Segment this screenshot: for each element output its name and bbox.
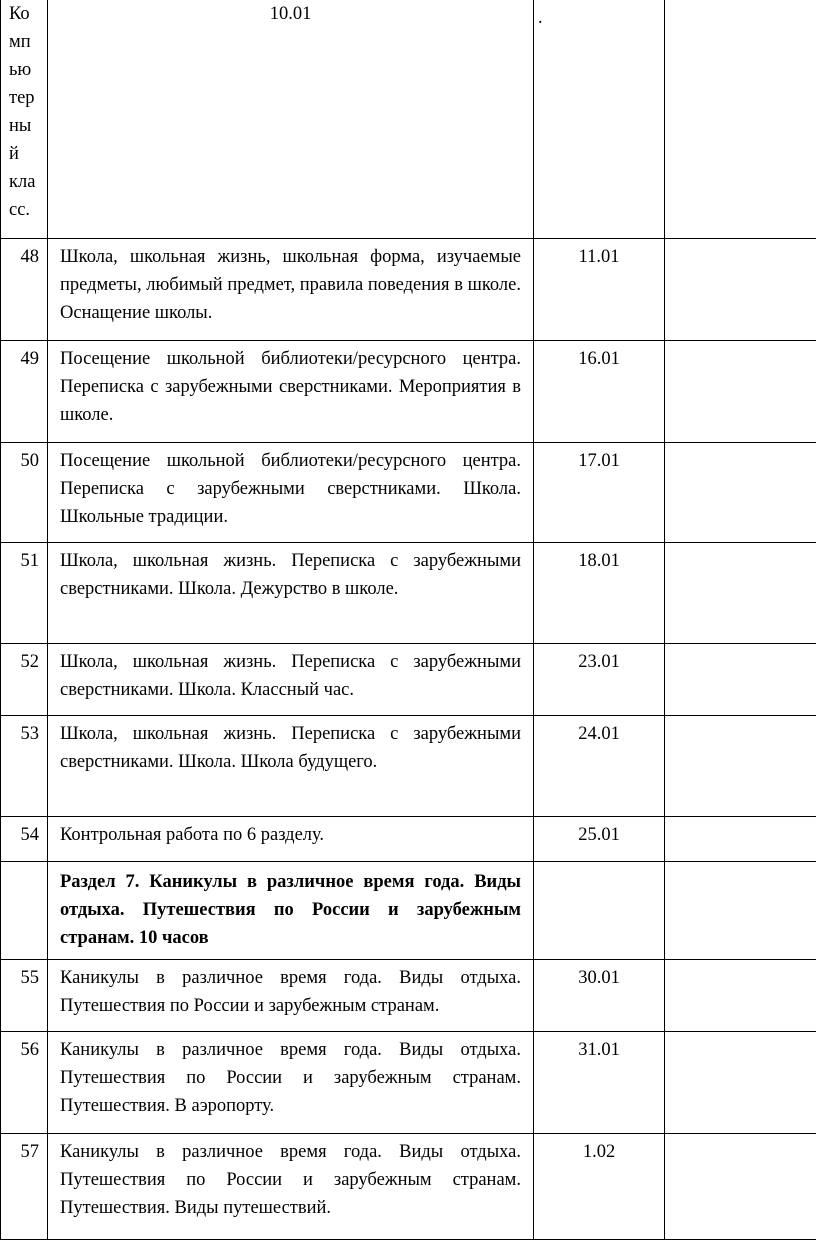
planned-date-cell: 24.01 bbox=[534, 715, 665, 816]
planned-date-cell: 10.01 bbox=[48, 0, 534, 238]
table-row bbox=[1, 442, 816, 542]
lesson-topic-cell: Посещение школьной библиотеки/ресурсного центра. Переписка с зарубежными сверстниками. Школа. Школьные традиции. bbox=[48, 442, 534, 542]
planned-date-cell: 17.01 bbox=[534, 442, 665, 542]
table-row bbox=[1, 643, 816, 715]
lesson-topic-cell: Каникулы в различное время года. Виды отдыха. Путешествия по России и зарубежным странам. Путешествия. Виды путешествий. bbox=[48, 1133, 534, 1239]
lesson-number-cell bbox=[1, 861, 48, 959]
table-row bbox=[1, 715, 816, 816]
num-line: тер bbox=[9, 88, 35, 108]
lesson-topic-cell: Контрольная работа по 6 разделу. bbox=[48, 816, 534, 861]
lesson-topic-cell: Школа, школьная жизнь. Переписка с зарубежными сверстниками. Школа. Классный час. bbox=[48, 643, 534, 715]
lesson-topic-cell: Школа, школьная жизнь. Переписка с зарубежными сверстниками. Школа. Дежурство в школе. bbox=[48, 542, 534, 643]
lesson-number-cell: 57 bbox=[1, 1133, 48, 1239]
correction-cell bbox=[665, 715, 816, 816]
num-line: сс. bbox=[9, 200, 31, 220]
lesson-number-cell: 51 bbox=[1, 542, 48, 643]
table-row bbox=[1, 1031, 816, 1133]
table-row bbox=[1, 340, 816, 442]
correction-cell bbox=[665, 643, 816, 715]
num-line: ью bbox=[9, 60, 32, 80]
lesson-number-cell: 52 bbox=[1, 643, 48, 715]
correction-cell bbox=[665, 959, 816, 1031]
table-row bbox=[1, 1133, 816, 1239]
planned-date-cell: 11.01 bbox=[534, 238, 665, 340]
table-row bbox=[1, 959, 816, 1031]
lesson-number-cell: 54 bbox=[1, 816, 48, 861]
table-row bbox=[1, 816, 816, 861]
planned-date-cell: 31.01 bbox=[534, 1031, 665, 1133]
correction-cell bbox=[665, 542, 816, 643]
lesson-number-cell: 53 bbox=[1, 715, 48, 816]
lesson-number-cell: 56 bbox=[1, 1031, 48, 1133]
correction-cell bbox=[665, 816, 816, 861]
table-row bbox=[1, 542, 816, 643]
planned-date-cell: 18.01 bbox=[534, 542, 665, 643]
correction-cell bbox=[665, 1133, 816, 1239]
planned-date-cell bbox=[534, 861, 665, 959]
lesson-topic-cell: Каникулы в различное время года. Виды отдыха. Путешествия по России и зарубежным странам. bbox=[48, 959, 534, 1031]
lesson-number-cell: 55 bbox=[1, 959, 48, 1031]
lesson-topic-cell: Школа, школьная жизнь. Переписка с зарубежными сверстниками. Школа. Школа будущего. bbox=[48, 715, 534, 816]
lesson-number-cell: 48 bbox=[1, 238, 48, 340]
correction-cell bbox=[665, 238, 816, 340]
planned-date-cell: 1.02 bbox=[534, 1133, 665, 1239]
num-line: кла bbox=[9, 172, 36, 192]
planned-date-cell: 16.01 bbox=[534, 340, 665, 442]
planned-date-cell: 30.01 bbox=[534, 959, 665, 1031]
table-row-computer-class bbox=[1, 0, 816, 238]
planned-date-cell: 25.01 bbox=[534, 816, 665, 861]
table-row bbox=[1, 238, 816, 340]
lesson-number-cell: 50 bbox=[1, 442, 48, 542]
num-line: й bbox=[9, 144, 19, 164]
lesson-topic-cell: Школа, школьная жизнь, школьная форма, изучаемые предметы, любимый предмет, правила поведения в школе. Оснащение школы. bbox=[48, 238, 534, 340]
num-line: Ко bbox=[9, 4, 30, 24]
correction-cell bbox=[665, 0, 816, 238]
section-heading-row bbox=[1, 861, 816, 959]
correction-cell bbox=[665, 442, 816, 542]
lesson-topic-cell: Каникулы в различное время года. Виды отдыха. Путешествия по России и зарубежным странам. Путешествия. В аэропорту. bbox=[48, 1031, 534, 1133]
planned-date-cell: 23.01 bbox=[534, 643, 665, 715]
row-number-cell bbox=[1, 0, 48, 238]
num-line: мп bbox=[9, 32, 31, 52]
correction-cell bbox=[665, 340, 816, 442]
num-line: ны bbox=[9, 116, 32, 136]
section-heading-cell: Раздел 7. Каникулы в различное время года. Виды отдыха. Путешествия по России и зарубежным странам. 10 часов bbox=[48, 861, 534, 959]
actual-date-cell: . bbox=[534, 0, 665, 238]
lesson-topic-cell: Посещение школьной библиотеки/ресурсного центра. Переписка с зарубежными сверстниками. Мероприятия в школе. bbox=[48, 340, 534, 442]
correction-cell bbox=[665, 1031, 816, 1133]
correction-cell bbox=[665, 861, 816, 959]
lesson-number-cell: 49 bbox=[1, 340, 48, 442]
